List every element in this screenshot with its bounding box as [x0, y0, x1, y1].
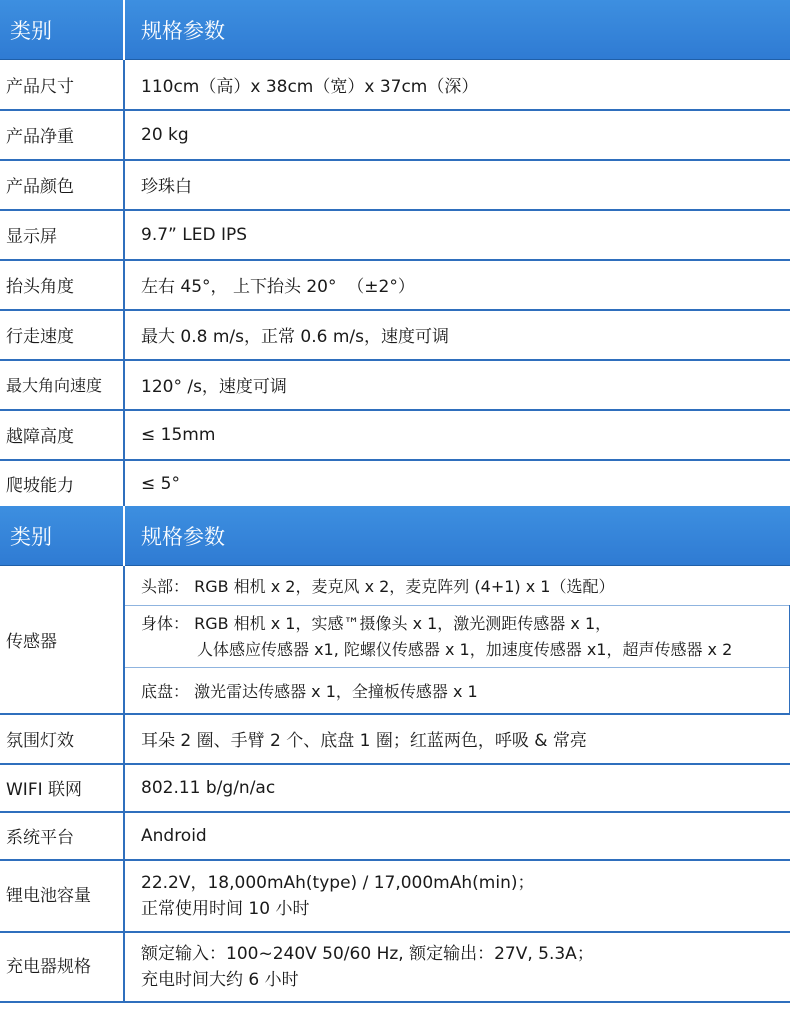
row-value: 20 kg: [124, 110, 790, 160]
row-label: 行走速度: [0, 310, 124, 360]
table-header: [0, 506, 790, 566]
table-row: [0, 160, 790, 210]
row-label: 越障高度: [0, 410, 124, 460]
table-row: [0, 210, 790, 260]
sensor-head: 头部： RGB 相机 x 2，麦克风 x 2，麦克阵列 (4+1) x 1（选配）: [124, 566, 790, 606]
sensor-base: 底盘： 激光雷达传感器 x 1，全撞板传感器 x 1: [124, 668, 790, 714]
table-row: [0, 410, 790, 460]
header-spec: 规格参数: [124, 506, 790, 566]
row-value: [124, 860, 790, 932]
row-label: 抬头角度: [0, 260, 124, 310]
row-label: 爬坡能力: [0, 460, 124, 508]
row-label: 产品净重: [0, 110, 124, 160]
row-value: 110cm（高）x 38cm（宽）x 37cm（深）: [124, 60, 790, 110]
spec-table-hardware: [0, 506, 790, 1003]
table-row: [0, 110, 790, 160]
row-value: 左右 45°， 上下抬头 20° （±2°）: [124, 260, 790, 310]
header-category: 类别: [0, 506, 124, 566]
row-value: 珍珠白: [124, 160, 790, 210]
row-label: 氛围灯效: [0, 714, 124, 764]
table-row: [0, 360, 790, 410]
sensor-body-line1: 身体： RGB 相机 x 1，实感™摄像头 x 1，激光测距传感器 x 1，: [141, 613, 612, 633]
row-value: ≤ 5°: [124, 460, 790, 508]
row-value: [124, 932, 790, 1002]
table-row: [0, 932, 790, 1002]
charger-line1: 额定输入：100~240V 50/60 Hz, 额定输出：27V, 5.3A；: [141, 943, 594, 964]
row-value: 802.11 b/g/n/ac: [124, 764, 790, 812]
row-value: 最大 0.8 m/s，正常 0.6 m/s，速度可调: [124, 310, 790, 360]
row-label: 最大角向速度: [0, 360, 124, 410]
row-value: 120° /s，速度可调: [124, 360, 790, 410]
row-value: ≤ 15mm: [124, 410, 790, 460]
table-row: [0, 764, 790, 812]
table-row: [0, 812, 790, 860]
row-label: 充电器规格: [0, 932, 124, 1002]
table-row: [0, 460, 790, 508]
charger-line2: 充电时间大约 6 小时: [141, 969, 299, 990]
row-label: WIFI 联网: [0, 764, 124, 812]
table-row: [0, 260, 790, 310]
battery-line2: 正常使用时间 10 小时: [141, 898, 310, 919]
row-label: 产品尺寸: [0, 60, 124, 110]
table-row: [0, 714, 790, 764]
sensor-body-line2: 人体感应传感器 x1, 陀螺仪传感器 x 1，加速度传感器 x1，超声传感器 x 2: [197, 639, 733, 659]
row-label: 系统平台: [0, 812, 124, 860]
table-row: [0, 860, 790, 932]
header-category: 类别: [0, 0, 124, 60]
row-label: 产品颜色: [0, 160, 124, 210]
header-spec: 规格参数: [124, 0, 790, 60]
table-row: [0, 566, 790, 606]
row-value: 耳朵 2 圈、手臂 2 个、底盘 1 圈；红蓝两色，呼吸 & 常亮: [124, 714, 790, 764]
row-label: 传感器: [0, 566, 124, 714]
sensor-body: [124, 606, 790, 668]
table-header: [0, 0, 790, 60]
row-value: 9.7” LED IPS: [124, 210, 790, 260]
row-value: Android: [124, 812, 790, 860]
table-row: [0, 60, 790, 110]
table-row: [0, 310, 790, 360]
row-label: 显示屏: [0, 210, 124, 260]
row-label: 锂电池容量: [0, 860, 124, 932]
battery-line1: 22.2V，18,000mAh(type) / 17,000mAh(min)；: [141, 872, 535, 893]
